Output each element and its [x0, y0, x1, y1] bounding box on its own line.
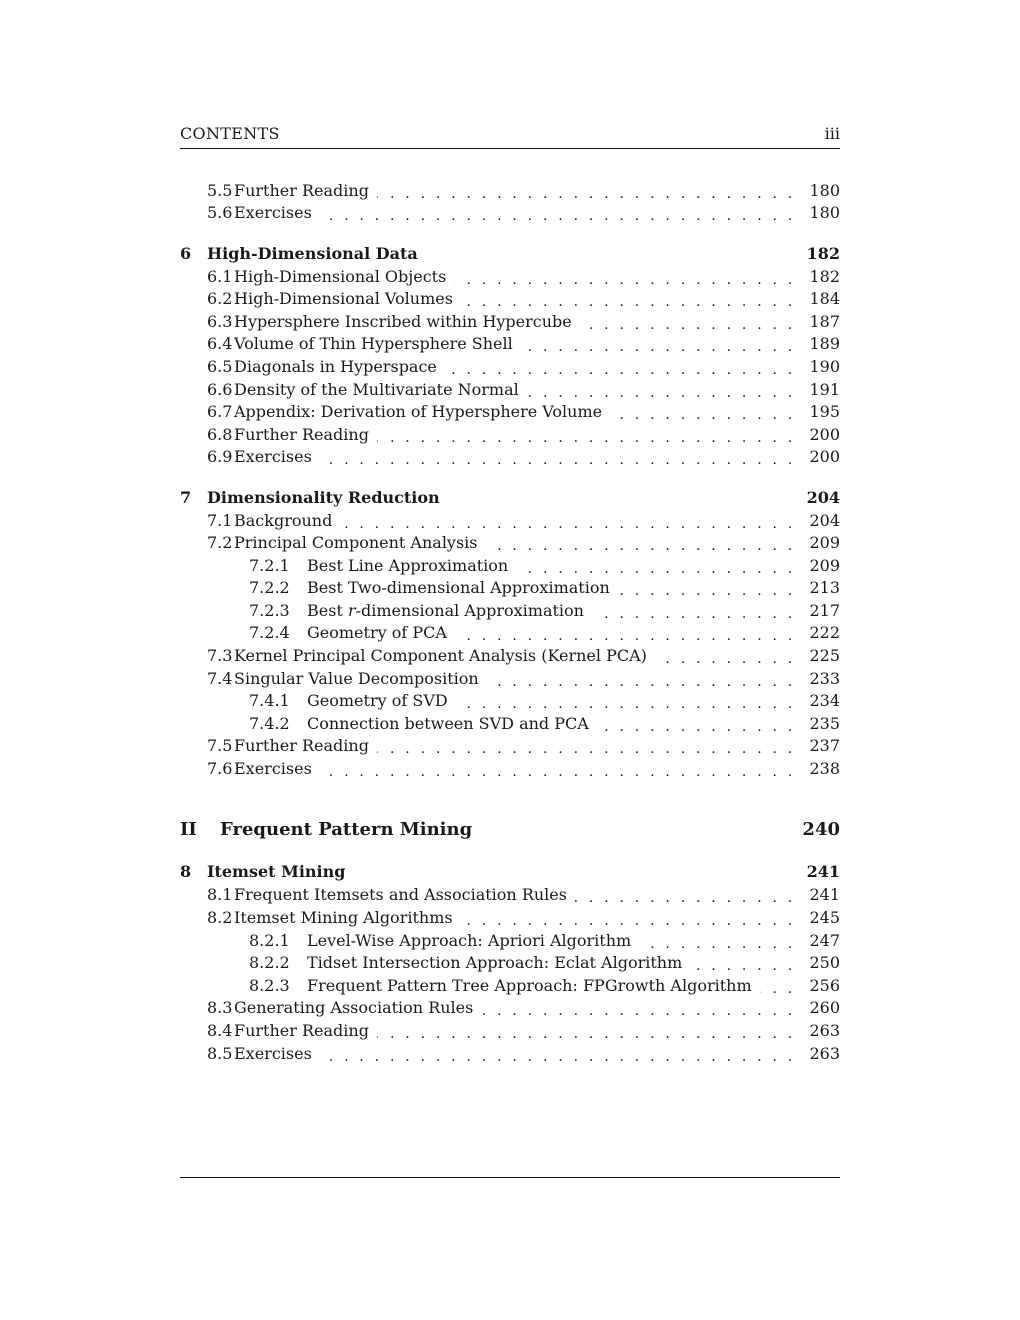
- entry-title: High-Dimensional Data: [207, 244, 418, 263]
- toc-part-entry[interactable]: [180, 819, 840, 845]
- entry-page-number: 195: [809, 402, 840, 421]
- dot-leader: [487, 674, 796, 692]
- entry-number: 7.3: [207, 646, 233, 665]
- entry-number: 5.5: [207, 181, 233, 200]
- entry-number: 7.2: [207, 533, 233, 552]
- entry-number: 7.4: [207, 669, 233, 688]
- dot-leader: [340, 516, 795, 534]
- entry-title: Volume of Thin Hypersphere Shell: [234, 334, 513, 353]
- entry-page-number: 240: [802, 819, 840, 840]
- toc-section-entry[interactable]: [180, 334, 840, 356]
- entry-number: 5.6: [207, 203, 233, 222]
- toc-section-entry[interactable]: [180, 289, 840, 311]
- entry-number: 8.5: [207, 1044, 233, 1063]
- entry-number: 6: [180, 244, 192, 263]
- entry-page-number: 200: [809, 425, 840, 444]
- toc-subsection-entry[interactable]: [180, 623, 840, 645]
- entry-number: 6.7: [207, 402, 233, 421]
- toc-subsection-entry[interactable]: [180, 556, 840, 578]
- entry-title: Further Reading: [234, 1021, 369, 1040]
- entry-title: Principal Component Analysis: [234, 533, 478, 552]
- entry-page-number: 204: [806, 488, 840, 507]
- entry-title: Frequent Itemsets and Association Rules: [234, 885, 567, 904]
- toc-section-entry[interactable]: [180, 447, 840, 469]
- entry-page-number: 238: [809, 759, 840, 778]
- entry-title: Density of the Multivariate Normal: [234, 380, 519, 399]
- entry-number: 7.6: [207, 759, 233, 778]
- entry-title: Further Reading: [234, 181, 369, 200]
- entry-title: Geometry of SVD: [307, 691, 448, 710]
- toc-section-entry[interactable]: [180, 402, 840, 424]
- entry-number: 6.9: [207, 447, 233, 466]
- toc-section-entry[interactable]: [180, 357, 840, 379]
- entry-page-number: 260: [809, 998, 840, 1017]
- entry-page-number: 245: [809, 908, 840, 927]
- entry-page-number: 180: [809, 181, 840, 200]
- header-title: CONTENTS: [180, 124, 280, 143]
- entry-number: 7.5: [207, 736, 233, 755]
- entry-page-number: 225: [809, 646, 840, 665]
- dot-leader: [377, 430, 796, 448]
- entry-title: Generating Association Rules: [234, 998, 474, 1017]
- toc-section-entry[interactable]: [180, 1021, 840, 1043]
- entry-title: Frequent Pattern Tree Approach: FPGrowth Algorithm: [307, 976, 752, 995]
- entry-page-number: 187: [809, 312, 840, 331]
- entry-page-number: 209: [809, 533, 840, 552]
- dot-leader: [527, 385, 796, 403]
- dot-leader: [377, 1026, 796, 1044]
- entry-title: Best Two-dimensional Approximation: [307, 578, 610, 597]
- dot-leader: [516, 561, 795, 579]
- toc-subsection-entry[interactable]: [180, 953, 840, 975]
- entry-title: Frequent Pattern Mining: [220, 819, 473, 840]
- dot-leader: [481, 1003, 795, 1021]
- entry-number: 7.2.4: [249, 623, 290, 642]
- dot-leader: [655, 651, 796, 669]
- entry-number: 6.2: [207, 289, 233, 308]
- entry-title: Best Line Approximation: [307, 556, 509, 575]
- toc-section-entry[interactable]: [180, 646, 840, 668]
- entry-number: 8.1: [207, 885, 233, 904]
- dot-leader: [455, 628, 796, 646]
- toc-section-entry[interactable]: [180, 181, 840, 203]
- toc-chapter-entry[interactable]: [180, 244, 840, 266]
- toc-section-entry[interactable]: [180, 908, 840, 930]
- entry-title: Exercises: [234, 447, 312, 466]
- entry-page-number: 189: [809, 334, 840, 353]
- entry-page-number: 250: [809, 953, 840, 972]
- entry-number: 6.6: [207, 380, 233, 399]
- toc-section-entry[interactable]: [180, 203, 840, 225]
- toc-section-entry[interactable]: [180, 998, 840, 1020]
- entry-title: Exercises: [234, 1044, 312, 1063]
- entry-page-number: 213: [809, 578, 840, 597]
- entry-page-number: 241: [806, 862, 840, 881]
- dot-leader: [445, 362, 796, 380]
- entry-page-number: 200: [809, 447, 840, 466]
- entry-page-number: 209: [809, 556, 840, 575]
- dot-leader: [320, 208, 796, 226]
- header-page-number: iii: [824, 124, 840, 143]
- entry-number: 8.3: [207, 998, 233, 1017]
- entry-number: 8.2.2: [249, 953, 290, 972]
- entry-number: 7: [180, 488, 192, 507]
- dot-leader: [461, 294, 796, 312]
- dot-leader: [486, 538, 796, 556]
- dot-leader: [760, 981, 796, 999]
- entry-title: Appendix: Derivation of Hypersphere Volume: [234, 402, 603, 421]
- toc-section-entry[interactable]: [180, 511, 840, 533]
- dot-leader: [320, 764, 796, 782]
- entry-number: 8.2: [207, 908, 233, 927]
- dot-leader: [377, 186, 796, 204]
- entry-page-number: 204: [809, 511, 840, 530]
- dot-leader: [521, 339, 796, 357]
- dot-leader: [575, 890, 795, 908]
- footer-rule: [180, 1177, 840, 1178]
- toc-section-entry[interactable]: [180, 380, 840, 402]
- dot-leader: [580, 317, 796, 335]
- dot-leader: [320, 1049, 796, 1067]
- entry-number: 7.4.1: [249, 691, 290, 710]
- dot-leader: [454, 272, 795, 290]
- entry-number: 7.2.1: [249, 556, 290, 575]
- entry-page-number: 184: [809, 289, 840, 308]
- entry-page-number: 237: [809, 736, 840, 755]
- dot-leader: [320, 452, 796, 470]
- entry-number: 7.1: [207, 511, 233, 530]
- entry-number: 8.4: [207, 1021, 233, 1040]
- entry-title: Background: [234, 511, 333, 530]
- toc-section-entry[interactable]: [180, 1044, 840, 1066]
- toc-chapter-entry[interactable]: [180, 862, 840, 884]
- entry-number: 6.5: [207, 357, 233, 376]
- entry-title: Diagonals in Hyperspace: [234, 357, 437, 376]
- entry-page-number: 217: [809, 601, 840, 620]
- entry-page-number: 241: [809, 885, 840, 904]
- entry-title: Itemset Mining: [207, 862, 346, 881]
- entry-title: Dimensionality Reduction: [207, 488, 440, 507]
- entry-title: High-Dimensional Volumes: [234, 289, 453, 308]
- toc-section-entry[interactable]: [180, 885, 840, 907]
- entry-page-number: 180: [809, 203, 840, 222]
- toc-section-entry[interactable]: [180, 267, 840, 289]
- toc-section-entry[interactable]: [180, 669, 840, 691]
- toc-subsection-entry[interactable]: [180, 931, 840, 953]
- entry-number: 6.1: [207, 267, 233, 286]
- toc-section-entry[interactable]: [180, 312, 840, 334]
- entry-number: 7.2.3: [249, 601, 290, 620]
- entry-page-number: 233: [809, 669, 840, 688]
- entry-title: Tidset Intersection Approach: Eclat Algorithm: [307, 953, 683, 972]
- toc-subsection-entry[interactable]: [180, 691, 840, 713]
- entry-page-number: 182: [809, 267, 840, 286]
- entry-number: 6.8: [207, 425, 233, 444]
- entry-number: 8: [180, 862, 192, 881]
- entry-page-number: 256: [809, 976, 840, 995]
- entry-number: 8.2.1: [249, 931, 290, 950]
- toc-subsection-entry[interactable]: [180, 976, 840, 998]
- entry-title: Geometry of PCA: [307, 623, 447, 642]
- entry-title: Level-Wise Approach: Apriori Algorithm: [307, 931, 632, 950]
- dot-leader: [597, 719, 796, 737]
- dot-leader: [639, 936, 795, 954]
- dot-leader: [618, 583, 796, 601]
- entry-page-number: 190: [809, 357, 840, 376]
- entry-page-number: 263: [809, 1021, 840, 1040]
- entry-number: 6.4: [207, 334, 233, 353]
- entry-title: Singular Value Decomposition: [234, 669, 479, 688]
- entry-number: 7.4.2: [249, 714, 290, 733]
- entry-title: Exercises: [234, 203, 312, 222]
- toc-section-entry[interactable]: [180, 533, 840, 555]
- entry-title: Itemset Mining Algorithms: [234, 908, 453, 927]
- entry-page-number: 191: [809, 380, 840, 399]
- toc-section-entry[interactable]: [180, 736, 840, 758]
- dot-leader: [592, 606, 795, 624]
- entry-title: Connection between SVD and PCA: [307, 714, 589, 733]
- dot-leader: [377, 741, 796, 759]
- entry-title: High-Dimensional Objects: [234, 267, 447, 286]
- entry-title: Hypersphere Inscribed within Hypercube: [234, 312, 572, 331]
- entry-number: 7.2.2: [249, 578, 290, 597]
- dot-leader: [461, 913, 796, 931]
- entry-page-number: 222: [809, 623, 840, 642]
- entry-title: Best r-dimensional Approximation: [307, 601, 584, 620]
- entry-page-number: 247: [809, 931, 840, 950]
- toc-subsection-entry[interactable]: [180, 601, 840, 623]
- page: [180, 0, 840, 1320]
- entry-title: Exercises: [234, 759, 312, 778]
- toc-subsection-entry[interactable]: [180, 714, 840, 736]
- entry-page-number: 182: [806, 244, 840, 263]
- dot-leader: [456, 696, 796, 714]
- entry-title: Further Reading: [234, 425, 369, 444]
- entry-page-number: 234: [809, 691, 840, 710]
- entry-number: 8.2.3: [249, 976, 290, 995]
- toc-section-entry[interactable]: [180, 759, 840, 781]
- dot-leader: [690, 958, 795, 976]
- toc-section-entry[interactable]: [180, 425, 840, 447]
- entry-number: II: [180, 819, 197, 840]
- toc-chapter-entry[interactable]: [180, 488, 840, 510]
- entry-title: Further Reading: [234, 736, 369, 755]
- entry-page-number: 235: [809, 714, 840, 733]
- entry-page-number: 263: [809, 1044, 840, 1063]
- entry-number: 6.3: [207, 312, 233, 331]
- running-header: [180, 124, 840, 149]
- dot-leader: [610, 407, 795, 425]
- toc-subsection-entry[interactable]: [180, 578, 840, 600]
- entry-title: Kernel Principal Component Analysis (Kernel PCA): [234, 646, 647, 665]
